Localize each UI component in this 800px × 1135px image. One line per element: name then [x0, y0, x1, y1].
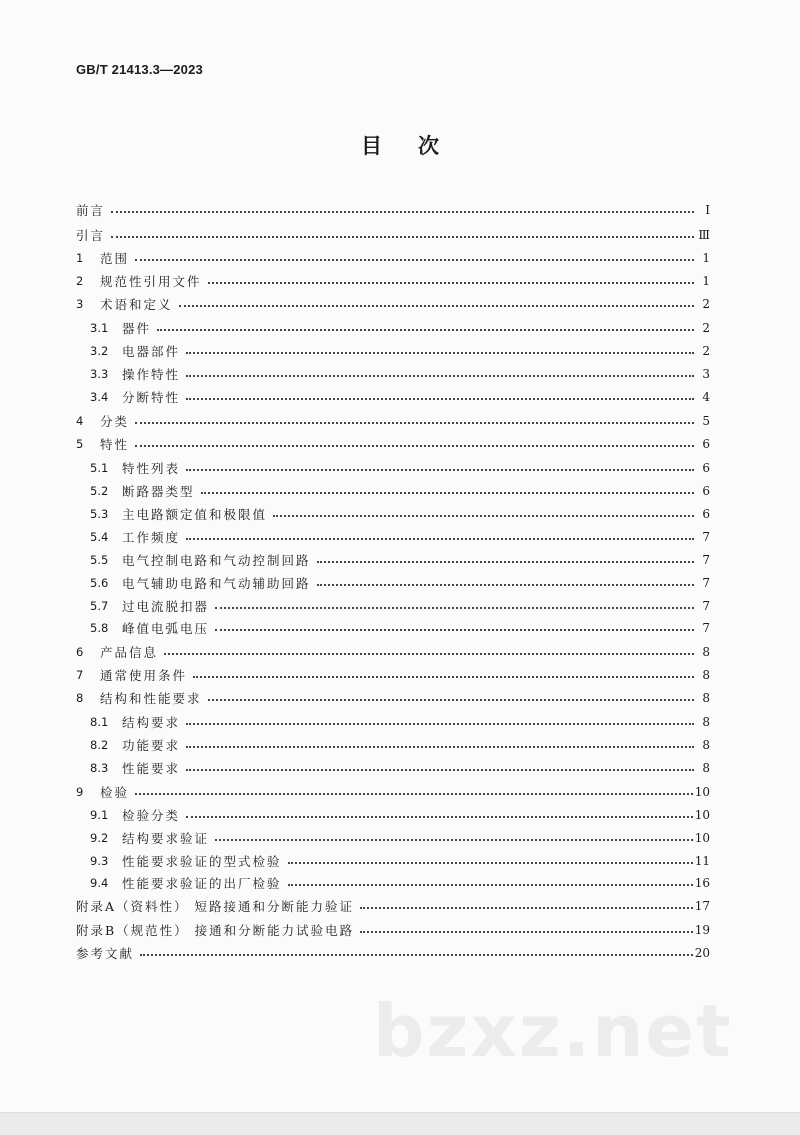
toc-entry-number: 9.4: [90, 876, 109, 890]
toc-leader-dots: [273, 504, 696, 524]
toc-entry-label: 电气控制电路和气动控制回路: [122, 553, 311, 568]
toc-entry-number: 5.1: [90, 461, 109, 475]
toc-entry-page: 6: [702, 461, 710, 475]
toc-leader-dots: [201, 481, 696, 501]
toc-entry-label: 器件: [122, 321, 152, 336]
toc-entry-number: 8.3: [90, 761, 109, 775]
toc-entry-label: 性能要求: [122, 761, 181, 776]
toc-entry-number: 1: [76, 251, 84, 265]
toc-entry-number: 5.6: [90, 576, 109, 590]
toc-entry-label: 峰值电弧电压: [122, 621, 210, 636]
toc-entry[interactable]: [76, 200, 710, 220]
toc-entry-label: 范围: [100, 251, 130, 266]
toc-entry-label: 结构和性能要求: [100, 691, 202, 706]
toc-entry-number: 3.2: [90, 344, 109, 358]
watermark: bzxz.net: [373, 989, 733, 1073]
toc-leader-dots: [360, 920, 695, 940]
toc-entry-page: Ⅲ: [698, 228, 710, 242]
toc-entry-page: 8: [702, 738, 710, 752]
toc-entry-label: 电器部件: [122, 344, 181, 359]
toc-entry-page: 20: [694, 946, 710, 960]
toc-entry-page: 8: [702, 668, 710, 682]
toc-entry-label: 附录B（规范性） 接通和分断能力试验电路: [76, 923, 355, 938]
toc-entry-page: 7: [702, 621, 710, 635]
toc-entry-page: 10: [694, 785, 710, 799]
toc-entry[interactable]: [76, 642, 710, 662]
toc-entry[interactable]: [90, 318, 710, 338]
toc-entry-number: 5: [76, 437, 84, 451]
toc-entry-page: 7: [702, 576, 710, 590]
toc-entry-page: 8: [702, 691, 710, 705]
toc-entry-number: 3.3: [90, 367, 109, 381]
toc-entry-number: 5.2: [90, 484, 109, 498]
toc-leader-dots: [179, 294, 696, 314]
toc-entry-label: 术语和定义: [100, 297, 173, 312]
toc-leader-dots: [215, 596, 696, 616]
toc-leader-dots: [157, 318, 696, 338]
toc-entry-number: 7: [76, 668, 84, 682]
toc-entry[interactable]: [90, 481, 710, 501]
toc-entry[interactable]: [90, 805, 710, 825]
toc-entry-number: 5.5: [90, 553, 109, 567]
toc-entry-number: 8.2: [90, 738, 109, 752]
toc-entry-number: 4: [76, 414, 84, 428]
toc-entry[interactable]: [90, 712, 710, 732]
toc-entry[interactable]: [76, 896, 710, 916]
toc-entry-page: 6: [702, 507, 710, 521]
toc-leader-dots: [193, 665, 696, 685]
toc-entry-page: 2: [702, 321, 710, 335]
viewer-bottom-strip: [0, 1112, 800, 1135]
toc-entry[interactable]: [90, 596, 710, 616]
toc-entry-page: 4: [702, 390, 710, 404]
toc-entry[interactable]: [76, 271, 710, 291]
toc-leader-dots: [360, 896, 695, 916]
toc-entry-label: 附录A（资料性） 短路接通和分断能力验证: [76, 899, 355, 914]
toc-entry[interactable]: [90, 550, 710, 570]
toc-leader-dots: [186, 527, 696, 547]
toc-leader-dots: [288, 873, 695, 893]
toc-entry-label: 断路器类型: [122, 484, 195, 499]
toc-entry[interactable]: [76, 920, 710, 940]
toc-entry-number: 5.3: [90, 507, 109, 521]
toc-entry-label: 分断特性: [122, 390, 181, 405]
toc-entry-label: 主电路额定值和极限值: [122, 507, 268, 522]
toc-entry-label: 通常使用条件: [100, 668, 188, 683]
toc-entry-number: 6: [76, 645, 84, 659]
toc-leader-dots: [215, 618, 696, 638]
toc-leader-dots: [288, 851, 695, 871]
toc-entry-label: 特性列表: [122, 461, 181, 476]
toc-entry-page: 7: [702, 553, 710, 567]
toc-entry[interactable]: [76, 411, 710, 431]
toc-entry-page: 10: [694, 831, 710, 845]
toc-leader-dots: [186, 458, 696, 478]
toc-entry-label: 操作特性: [122, 367, 181, 382]
toc-entry-page: 8: [702, 715, 710, 729]
toc-entry-page: 2: [702, 297, 710, 311]
toc-entry[interactable]: [76, 943, 710, 963]
toc-entry-page: 17: [694, 899, 710, 913]
toc-entry[interactable]: [90, 387, 710, 407]
toc-entry-number: 3.1: [90, 321, 109, 335]
toc-entry-label: 引言: [76, 228, 106, 243]
toc-entry-page: 1: [702, 274, 710, 288]
toc-entry[interactable]: [90, 573, 710, 593]
toc-entry-page: 6: [702, 484, 710, 498]
document-code: GB/T 21413.3—2023: [76, 62, 203, 77]
toc-entry-label: 分类: [100, 414, 130, 429]
toc-entry[interactable]: [90, 618, 710, 638]
toc-entry[interactable]: [76, 665, 710, 685]
toc-entry[interactable]: [76, 248, 710, 268]
toc-entry-page: 16: [694, 876, 710, 890]
toc-leader-dots: [186, 805, 695, 825]
toc-entry-number: 9.3: [90, 854, 109, 868]
toc-entry[interactable]: [76, 434, 710, 454]
toc-leader-dots: [186, 758, 696, 778]
toc-leader-dots: [208, 688, 696, 708]
toc-entry[interactable]: [76, 225, 710, 245]
toc-leader-dots: [140, 943, 695, 963]
toc-leader-dots: [215, 828, 695, 848]
toc-entry-label: 工作频度: [122, 530, 181, 545]
toc-entry-number: 9.1: [90, 808, 109, 822]
toc-entry[interactable]: [76, 294, 710, 314]
toc-entry-number: 8: [76, 691, 84, 705]
toc-leader-dots: [208, 271, 696, 291]
toc-leader-dots: [111, 225, 696, 245]
toc-entry-page: 10: [694, 808, 710, 822]
toc-entry[interactable]: [76, 688, 710, 708]
toc-entry-page: 7: [702, 599, 710, 613]
toc-leader-dots: [186, 341, 696, 361]
toc-entry-label: 性能要求验证的出厂检验: [122, 876, 282, 891]
toc-entry-label: 结构要求验证: [122, 831, 210, 846]
toc-entry-number: 5.7: [90, 599, 109, 613]
toc-entry[interactable]: [90, 828, 710, 848]
toc-entry[interactable]: [90, 341, 710, 361]
toc-entry-page: 6: [702, 437, 710, 451]
toc-leader-dots: [186, 387, 696, 407]
toc-entry-number: 9: [76, 785, 84, 799]
toc-entry-label: 过电流脱扣器: [122, 599, 210, 614]
toc-entry-page: 8: [702, 645, 710, 659]
toc-leader-dots: [164, 642, 696, 662]
toc-entry[interactable]: [90, 458, 710, 478]
toc-leader-dots: [135, 782, 695, 802]
toc-entry-label: 参考文献: [76, 946, 135, 961]
toc-entry-page: 3: [702, 367, 710, 381]
toc-leader-dots: [186, 712, 696, 732]
toc-entry-label: 性能要求验证的型式检验: [122, 854, 282, 869]
toc-entry[interactable]: [90, 851, 710, 871]
toc-leader-dots: [317, 550, 696, 570]
toc-entry-label: 结构要求: [122, 715, 181, 730]
toc-entry-number: 5.8: [90, 621, 109, 635]
toc-entry-label: 产品信息: [100, 645, 159, 660]
toc-entry[interactable]: [90, 364, 710, 384]
toc-entry-label: 特性: [100, 437, 130, 452]
toc-entry-page: 8: [702, 761, 710, 775]
toc-entry-number: 5.4: [90, 530, 109, 544]
toc-entry[interactable]: [90, 873, 710, 893]
toc-leader-dots: [135, 434, 696, 454]
toc-leader-dots: [135, 411, 696, 431]
toc-entry[interactable]: [90, 527, 710, 547]
toc-entry-number: 3.4: [90, 390, 109, 404]
toc-entry-number: 8.1: [90, 715, 109, 729]
toc-entry[interactable]: [90, 735, 710, 755]
toc-entry-page: 2: [702, 344, 710, 358]
toc-entry-label: 检验分类: [122, 808, 181, 823]
toc-entry-page: 5: [702, 414, 710, 428]
toc-leader-dots: [111, 200, 696, 220]
toc-entry-label: 前言: [76, 203, 106, 218]
toc-entry-number: 2: [76, 274, 84, 288]
toc-entry-label: 电气辅助电路和气动辅助回路: [122, 576, 311, 591]
toc-entry[interactable]: [76, 782, 710, 802]
toc-leader-dots: [186, 364, 696, 384]
toc-entry-page: Ⅰ: [705, 203, 710, 217]
toc-entry[interactable]: [90, 504, 710, 524]
toc-leader-dots: [186, 735, 696, 755]
toc-entry-label: 检验: [100, 785, 130, 800]
toc-entry-label: 功能要求: [122, 738, 181, 753]
toc-entry-page: 11: [694, 854, 710, 868]
toc-entry-number: 3: [76, 297, 84, 311]
toc-entry[interactable]: [90, 758, 710, 778]
toc-entry-label: 规范性引用文件: [100, 274, 202, 289]
toc-title: 目次: [361, 134, 475, 158]
toc-leader-dots: [317, 573, 696, 593]
toc-leader-dots: [135, 248, 696, 268]
toc-entry-page: 1: [702, 251, 710, 265]
toc-entry-page: 19: [694, 923, 710, 937]
toc-entry-number: 9.2: [90, 831, 109, 845]
toc-entry-page: 7: [702, 530, 710, 544]
